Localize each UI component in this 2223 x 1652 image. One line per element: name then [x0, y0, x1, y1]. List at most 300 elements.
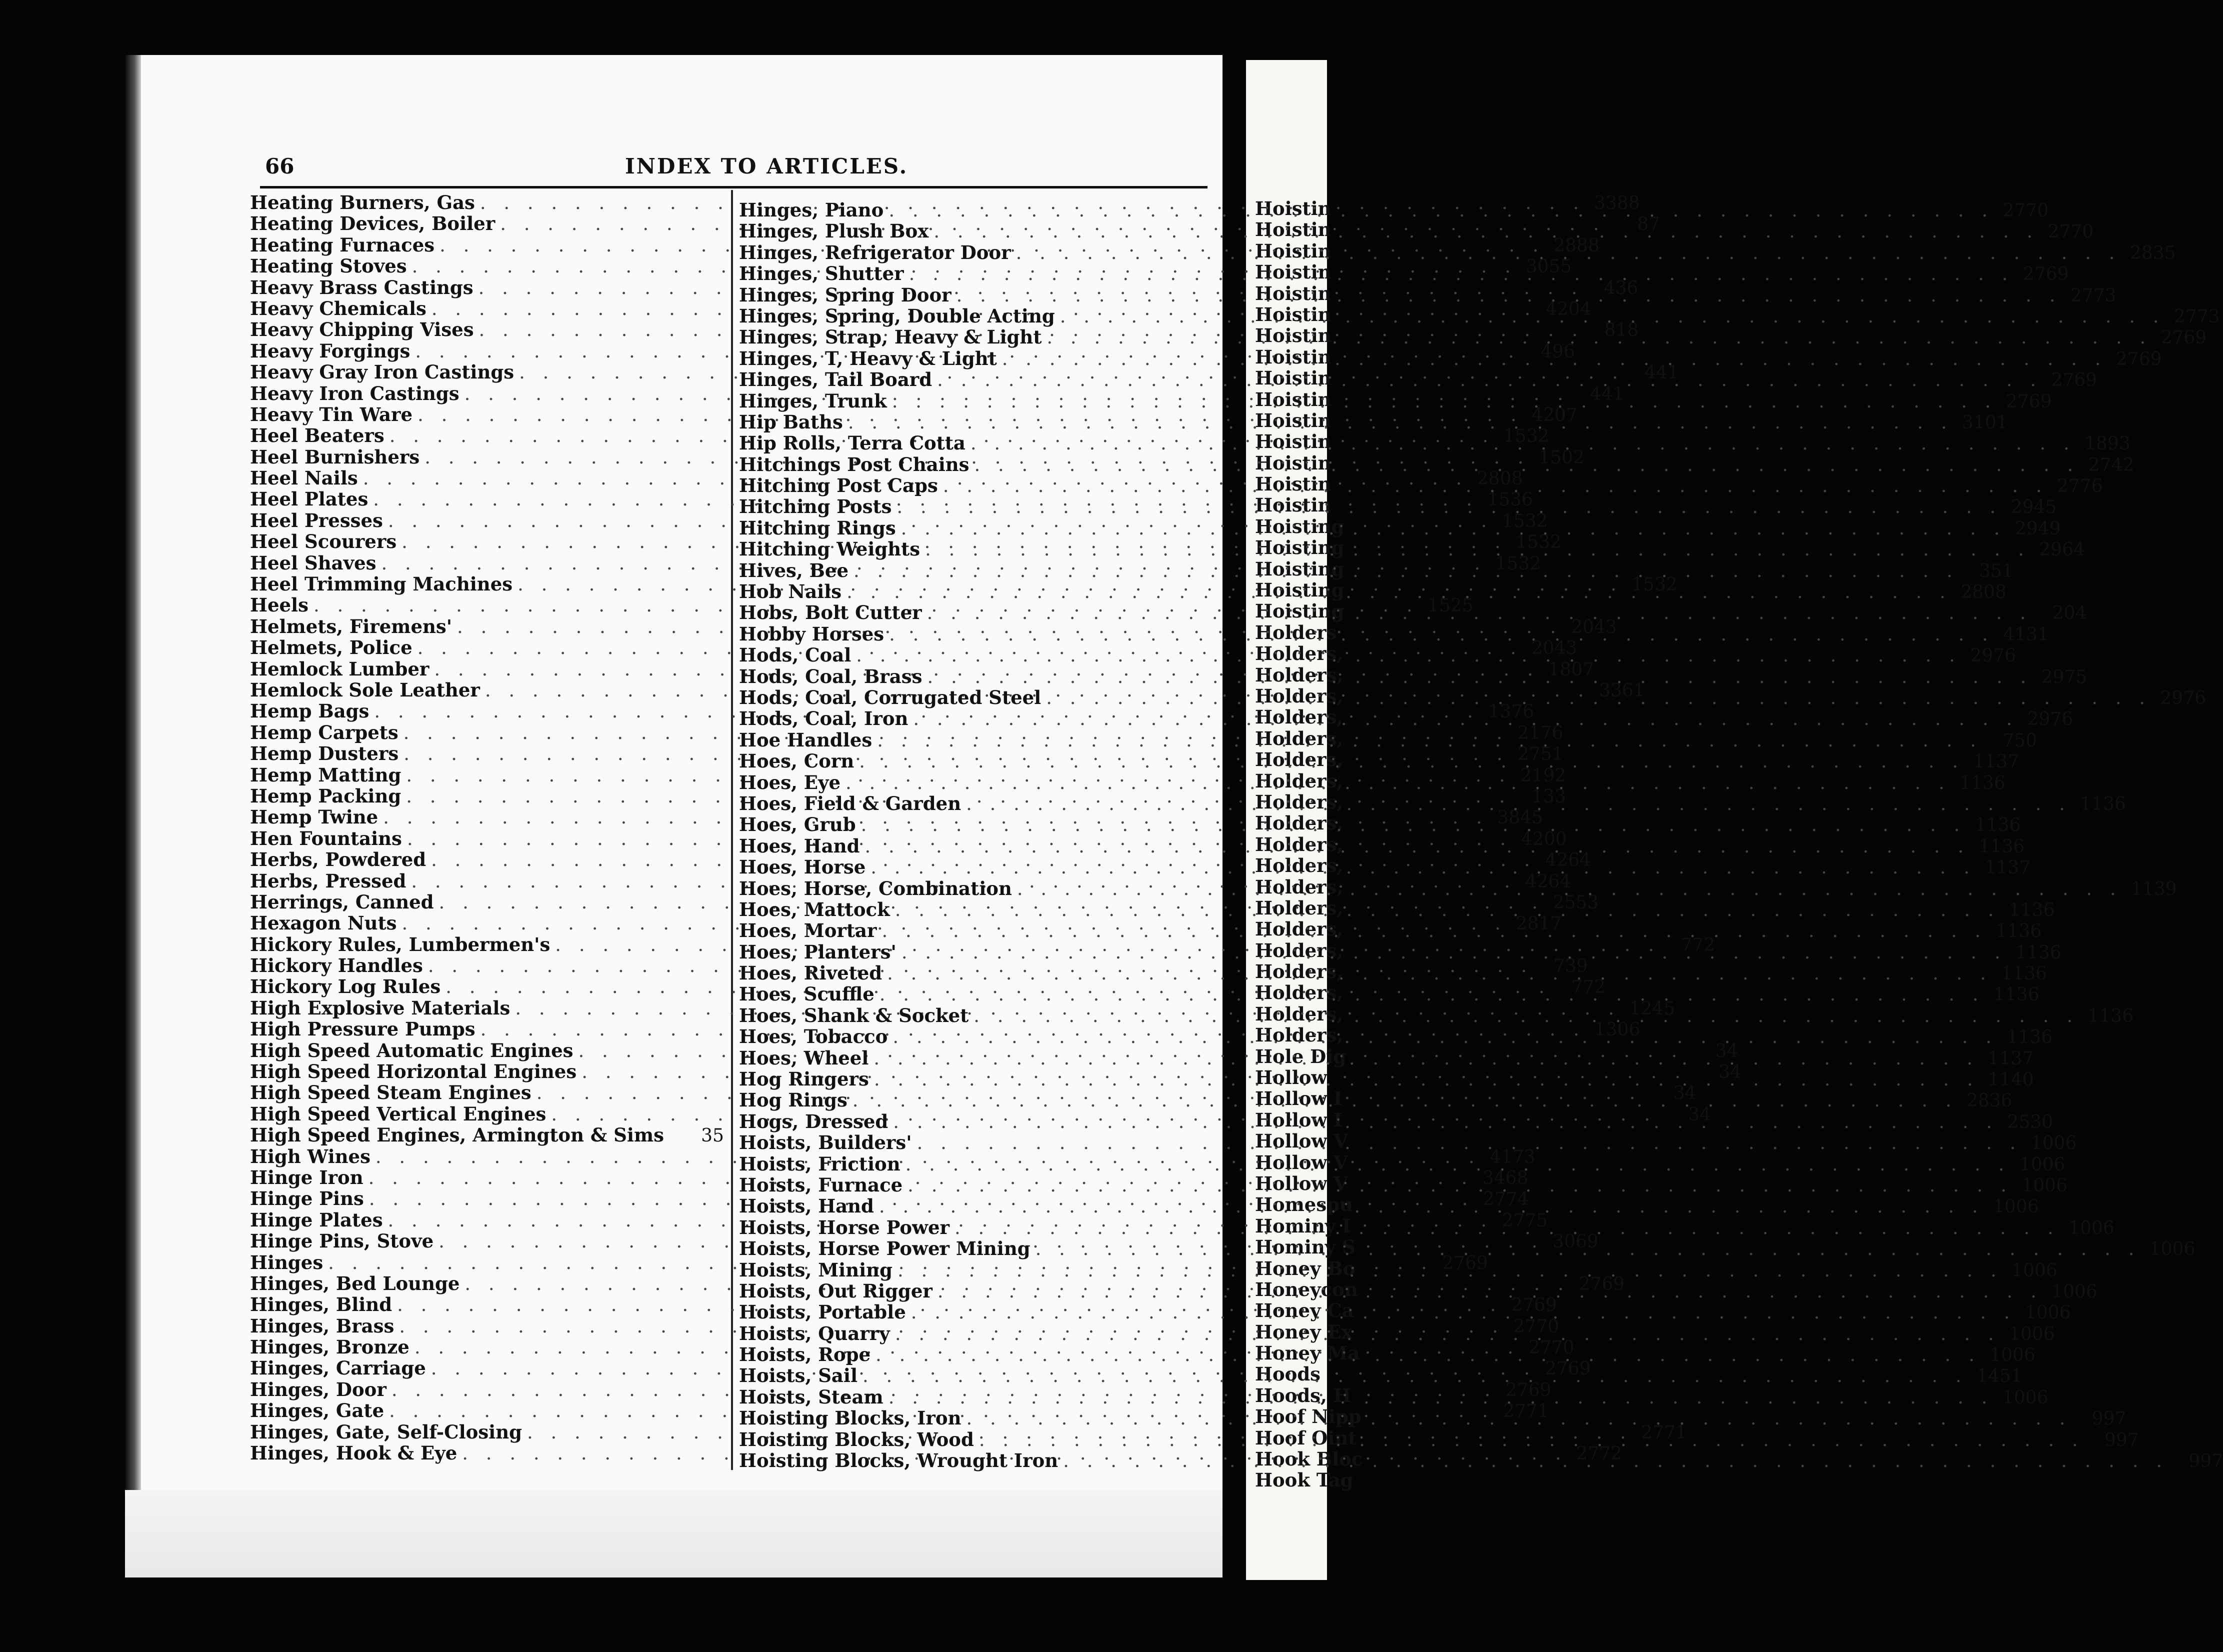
dot-leader	[879, 1196, 1984, 1217]
entry-page-number: 2769	[1578, 1274, 1625, 1294]
dot-leader	[892, 390, 1997, 412]
facing-page-entry: Holders,	[1255, 896, 1344, 919]
dot-leader	[908, 1174, 2012, 1196]
entry-term: Hemp Twine	[250, 806, 378, 828]
facing-page-entry: Hoistin	[1255, 409, 1332, 432]
entry-term: Heel Plates	[250, 488, 368, 510]
facing-page-entry: Hoisting	[1255, 558, 1344, 580]
dot-leader	[954, 1214, 2060, 1238]
entry-term: Hemp Packing	[250, 784, 402, 807]
entry-page-number: 2769	[2051, 370, 2097, 391]
entry-term: Hoes, Horse, Combination	[739, 877, 1012, 900]
dot-leader	[876, 1344, 1980, 1366]
dot-leader	[1046, 326, 2152, 348]
facing-page-entry: Hook Tag	[1255, 1469, 1354, 1492]
entry-page-number: 1006	[1990, 1345, 2036, 1366]
entry-term: Hoes, Planters'	[739, 940, 896, 963]
dot-leader	[966, 1408, 2071, 1429]
entry-page-number: 3101	[1962, 412, 2008, 433]
entry-page-number: 1006	[2012, 1260, 2058, 1281]
dot-leader	[877, 727, 1982, 751]
entry-page-number: 4264	[1525, 871, 1572, 892]
entry-term: Hinges, Carriage	[250, 1357, 426, 1380]
entry-term: Hickory Log Rules	[250, 976, 441, 998]
facing-page-entry: Holders,	[1255, 664, 1344, 686]
entry-page-number: 1136	[1960, 772, 2006, 794]
facing-page-entry: Holders,	[1255, 854, 1344, 877]
dot-leader	[887, 962, 1992, 984]
entry-term: Hinges, Bronze	[250, 1336, 410, 1358]
dot-leader	[846, 772, 1950, 794]
entry-term: Hitching Posts	[739, 496, 892, 518]
running-title: INDEX TO ARTICLES.	[625, 154, 908, 178]
entry-term: Helmets, Firemens'	[250, 615, 452, 638]
entry-term: Hinges, Brass	[250, 1314, 394, 1337]
entry-term: Hogs, Dressed	[739, 1110, 888, 1132]
entry-page-number: 1006	[2149, 1239, 2196, 1260]
entry-page-number: 3388	[1594, 193, 1640, 214]
entry-term: Heating Devices, Boiler	[250, 212, 496, 235]
facing-page-entry: Honey Ca	[1255, 1300, 1354, 1322]
facing-page-entry: Hollow V	[1255, 1130, 1348, 1152]
entry-page-number: 34	[1688, 1104, 1712, 1125]
entry-term: Hip Baths	[739, 410, 843, 433]
entry-term: Heavy Forgings	[250, 340, 410, 362]
entry-term: Heel Trimming Machines	[250, 573, 513, 596]
facing-page-entry: Hoisting	[1255, 600, 1344, 622]
entry-page-number: 1502	[1538, 447, 1584, 468]
entry-term: Hoes, Wheel	[739, 1046, 869, 1069]
entry-term: Hickory Handles	[250, 954, 423, 977]
entry-term: Hoes, Hand	[739, 834, 860, 857]
facing-page-entry: Hoof Nipp	[1255, 1406, 1362, 1428]
entry-term: Hoes, Scuffle	[739, 983, 874, 1006]
entry-page-number: 2742	[2088, 454, 2134, 476]
entry-page-number: 4200	[1521, 828, 1567, 850]
dot-leader	[862, 1365, 1968, 1386]
entry-term: Hoes, Corn	[739, 750, 854, 772]
entry-page-number: 2817	[1516, 914, 1562, 934]
dot-leader	[917, 1132, 2022, 1154]
entry-term: Hoe Handles	[739, 728, 872, 751]
dot-leader	[864, 833, 1970, 857]
entry-term: Hen Fountains	[250, 827, 402, 850]
facing-page-entry: Hoods, H	[1255, 1384, 1351, 1406]
entry-term: Hoes, Riveted	[739, 962, 882, 984]
entry-page-number: 772	[1571, 977, 1606, 998]
entry-term: Hemp Bags	[250, 700, 370, 722]
entry-term: High Speed Horizontal Engines	[250, 1060, 577, 1083]
dot-leader	[1046, 684, 2151, 708]
entry-page-number: 1006	[1993, 1196, 2039, 1218]
dot-leader	[852, 1090, 1958, 1111]
facing-page-entry: Hoistin	[1255, 261, 1332, 284]
entry-page-number: 1451	[1976, 1366, 2022, 1387]
entry-page-number: 1136	[2088, 1006, 2134, 1026]
dot-leader	[909, 263, 2014, 284]
dot-leader	[927, 666, 2032, 688]
entry-page-number: 2770	[1528, 1338, 1574, 1358]
entry-term: Hinges, Spring, Double Acting	[739, 304, 1055, 327]
dot-leader	[893, 1108, 1998, 1132]
dot-leader	[1017, 878, 2122, 900]
facing-page-entry: Hoistin	[1255, 198, 1332, 220]
entry-page-number: 2043	[1571, 616, 1617, 638]
dot-leader	[892, 1026, 1998, 1048]
entry-page-number: 1139	[2131, 878, 2177, 900]
entry-term: Hoisting Blocks, Wood	[739, 1428, 974, 1450]
entry-term: Hives, Bee	[739, 559, 849, 582]
entry-term: Hemp Matting	[250, 764, 402, 786]
entry-term: Heels	[250, 594, 308, 616]
entry-page-number: 2808	[1960, 582, 2006, 603]
dot-leader	[898, 1257, 2002, 1281]
dot-leader	[911, 1302, 2016, 1323]
entry-page-number: 2769	[2006, 391, 2052, 412]
dot-leader	[895, 896, 2000, 920]
entry-page-number: 2964	[2039, 540, 2085, 560]
entry-term: Hoists, Horse Power	[739, 1216, 950, 1238]
entry-page-number: 34	[1715, 1040, 1738, 1062]
facing-page-entry: Holders	[1255, 621, 1337, 644]
dot-leader	[859, 750, 1964, 772]
dot-leader	[874, 1068, 1979, 1090]
entry-page-number: 441	[1590, 384, 1624, 404]
entry-page-number: 2975	[2041, 666, 2088, 688]
entry-page-number: 441	[1644, 362, 1679, 384]
entry-term: Hoes, Horse	[739, 856, 866, 878]
facing-page-entry: Hoistin	[1255, 218, 1332, 241]
entry-page-number: 1136	[2015, 942, 2062, 963]
entry-term: Hoes, Grub	[739, 814, 856, 836]
facing-page-entry: Hoistin	[1255, 367, 1332, 390]
facing-page-entry: Holders,	[1255, 833, 1344, 856]
entry-term: High Pressure Pumps	[250, 1018, 476, 1040]
facing-page-entry: Hoistin	[1255, 324, 1332, 347]
dot-leader	[870, 856, 1976, 878]
entry-term: High Explosive Materials	[250, 996, 510, 1019]
entry-term: Hoes, Eye	[739, 771, 841, 794]
entry-page-number: 1006	[2052, 1281, 2098, 1302]
facing-page-entry: Hominy I	[1255, 1214, 1351, 1237]
entry-term: Hoists, Quarry	[739, 1322, 890, 1344]
entry-page-number: 1536	[1487, 490, 1534, 510]
entry-page-number: 1006	[2008, 1324, 2055, 1344]
entry-term: Hexagon Nuts	[250, 912, 397, 934]
entry-page-number: 1137	[1973, 752, 2020, 772]
entry-term: Heel Presses	[250, 509, 383, 532]
entry-term: Hoes, Mortar	[739, 920, 877, 942]
entry-term: Hinges, Gate	[250, 1400, 384, 1422]
entry-term: Hobby Horses	[739, 622, 884, 645]
entry-page-number: 1006	[2024, 1302, 2071, 1324]
entry-page-number: 1136	[1978, 836, 2025, 857]
entry-page-number: 3361	[1599, 680, 1645, 701]
entry-term: Heavy Tin Ware	[250, 403, 413, 426]
entry-page-number: 2835	[2130, 242, 2176, 264]
entry-term: Hoes, Mattock	[739, 898, 890, 920]
entry-page-number: 1532	[1495, 553, 1542, 574]
dot-leader	[888, 200, 1994, 221]
facing-page-entry: Holders,	[1255, 770, 1344, 792]
facing-page-entry: Hoof Oint	[1255, 1426, 1357, 1449]
entry-page-number: 739	[1553, 956, 1588, 977]
entry-term: Hob Nails	[739, 580, 842, 603]
entry-term: Hoists, Out Rigger	[739, 1280, 932, 1302]
dot-leader	[925, 538, 2030, 560]
entry-page-number: 2770	[2002, 200, 2049, 221]
dot-leader	[1063, 1450, 2168, 1472]
entry-page-number: 496	[1540, 341, 1576, 362]
facing-page-entry: Hoistin	[1255, 494, 1332, 516]
facing-page-entry: Hoistin	[1255, 430, 1332, 453]
entry-page-number: 2769	[1506, 1380, 1552, 1400]
entry-term: Hods, Coal, Brass	[739, 665, 922, 688]
entry-term: Helmets, Police	[250, 636, 412, 659]
facing-page-entry: Holders,	[1255, 939, 1344, 962]
entry-page-number: 1532	[1516, 532, 1562, 553]
entry-term: Hemp Carpets	[250, 721, 398, 744]
entry-term: Hitching Post Caps	[739, 474, 938, 497]
entry-term: Hinges, Blind	[250, 1294, 392, 1316]
entry-term: Heavy Chipping Vises	[250, 318, 474, 341]
entry-term: High Wines	[250, 1145, 370, 1168]
entry-term: Hoists, Steam	[739, 1386, 884, 1408]
entry-term: Hoists, Rope	[739, 1344, 871, 1366]
entry-term: Heel Nails	[250, 467, 358, 490]
entry-term: High Speed Automatic Engines	[250, 1039, 574, 1062]
entry-term: Hinges	[250, 1251, 324, 1274]
facing-page-entry: Holders,	[1255, 982, 1344, 1004]
entry-page-number: 2888	[1554, 235, 1600, 256]
entry-term: Heel Shaves	[250, 552, 376, 574]
entry-page-number: 4204	[1546, 298, 1592, 320]
facing-page-entry: Holders,	[1255, 960, 1344, 983]
entry-term: Hog Ringers	[739, 1068, 869, 1090]
entry-term: Hinge Plates	[250, 1208, 383, 1231]
dot-leader	[846, 581, 1952, 602]
entry-term: Hoes, Tobacco	[739, 1026, 888, 1048]
entry-term: Hemlock Sole Leather	[250, 678, 480, 701]
entry-term: Hoes, Shank & Socket	[739, 1004, 969, 1026]
entry-term: High Speed Steam Engines	[250, 1082, 532, 1104]
entry-page-number: 2043	[1531, 638, 1578, 659]
entry-term: Hoists, Friction	[739, 1152, 900, 1175]
entry-term: Hip Rolls, Terra Cotta	[739, 432, 966, 454]
facing-page-entry: Hoods	[1255, 1363, 1321, 1386]
facing-page-entry: Hoisting	[1255, 579, 1344, 602]
entry-term: Hoists, Builders'	[739, 1132, 912, 1154]
page-header	[265, 154, 1205, 184]
entry-page-number: 2769	[1442, 1252, 1488, 1274]
entry-page-number: 818	[1604, 320, 1639, 341]
entry-term: Hoists, Portable	[739, 1301, 906, 1324]
facing-page-entry: Holders,	[1255, 1002, 1344, 1025]
facing-page-entry: Holders,	[1255, 727, 1344, 750]
dot-leader	[882, 920, 1986, 942]
entry-term: Hoists, Hand	[739, 1195, 874, 1218]
entry-term: Hoisting Blocks, Wrought Iron	[739, 1450, 1058, 1472]
entry-page-number: 3055	[1526, 256, 1572, 278]
entry-term: Hinges, Refrigerator Door	[739, 241, 1011, 264]
entry-term: Heating Furnaces	[250, 234, 435, 256]
entry-term: Hinge Iron	[250, 1166, 364, 1188]
entry-term: Heel Burnishers	[250, 446, 420, 468]
entry-term: Hinges, Plush Box	[739, 220, 929, 242]
entry-term: Hinges, T, Heavy & Light	[739, 347, 997, 370]
entry-page-number: 772	[1680, 934, 1716, 956]
entry-page-number: 35	[701, 1126, 724, 1146]
facing-page-entry: Hoistin	[1255, 388, 1332, 410]
entry-term: Hinges, Tail Board	[739, 368, 932, 391]
facing-page-entry: Holders,	[1255, 1024, 1344, 1046]
facing-page-entry: Holders,	[1255, 748, 1344, 771]
entry-page-number: 2775	[1502, 1210, 1548, 1231]
entry-page-number: 2176	[1517, 722, 1564, 744]
entry-page-number: 2808	[1476, 468, 1523, 490]
entry-term: Heavy Iron Castings	[250, 382, 460, 404]
entry-page-number: 204	[2052, 603, 2087, 624]
facing-page-entry: Hoistin	[1255, 452, 1332, 474]
entry-term: Hickory Rules, Lumbermen's	[250, 933, 550, 956]
entry-page-number: 133	[1532, 786, 1566, 807]
entry-term: Heating Burners, Gas	[250, 192, 475, 214]
facing-page-entry: Honey Bo	[1255, 1257, 1356, 1280]
entry-page-number: 2976	[2027, 709, 2074, 730]
facing-page-entry: Hook Bloc	[1255, 1448, 1363, 1470]
dot-leader	[966, 790, 2071, 814]
entry-term: Hinges, Shutter	[739, 262, 904, 285]
entry-term: Hoes, Field & Garden	[739, 792, 962, 814]
facing-page-entry: Holders,	[1255, 642, 1344, 665]
entry-term: Herbs, Powdered	[250, 848, 426, 871]
entry-page-number: 997	[2092, 1408, 2126, 1430]
facing-page-entry: Holders,	[1255, 790, 1344, 813]
entry-page-number: 1006	[2019, 1154, 2066, 1175]
entry-page-number: 997	[2104, 1430, 2139, 1450]
entry-term: Hinge Pins, Stove	[250, 1230, 434, 1252]
dot-leader	[1036, 1238, 2140, 1260]
facing-page-entry: Hoistin	[1255, 473, 1332, 496]
dot-leader	[956, 284, 2062, 306]
entry-term: Heating Stoves	[250, 255, 407, 278]
entry-term: Hinges, Door	[250, 1378, 386, 1400]
entry-term: Hoists, Mining	[739, 1258, 892, 1281]
dot-leader	[861, 814, 1966, 836]
entry-page-number: 2976	[1970, 646, 2016, 666]
facing-page-entry: Holders,	[1255, 918, 1344, 940]
entry-term: High Speed Engines, Armington & Sims	[250, 1124, 664, 1146]
facing-page-entry: Honeycon	[1255, 1278, 1358, 1300]
facing-page-entry: Hollow V	[1255, 1172, 1348, 1194]
entry-page-number: 1136	[2008, 900, 2055, 920]
entry-term: Hemlock Lumber	[250, 658, 430, 680]
entry-page-number: 2530	[2007, 1112, 2054, 1132]
dot-leader	[880, 984, 1984, 1005]
entry-page-number: 1306	[1594, 1020, 1640, 1040]
entry-term: Heel Beaters	[250, 424, 384, 447]
page-binding-shadow	[125, 55, 141, 1578]
entry-page-number: 2836	[1966, 1090, 2012, 1112]
entry-page-number: 997	[2188, 1451, 2223, 1472]
entry-term: Heavy Brass Castings	[250, 276, 474, 298]
entry-page-number: 3468	[1482, 1168, 1528, 1188]
entry-page-number: 4207	[1532, 404, 1578, 426]
dot-leader	[970, 432, 2076, 454]
entry-page-number: 4264	[1545, 850, 1591, 871]
entry-page-number: 34	[1673, 1083, 1696, 1104]
facing-page-entry: Hoisting	[1255, 515, 1344, 538]
entry-term: Hitchings Post Chains	[739, 453, 970, 476]
entry-term: Hods, Coal, Iron	[739, 708, 908, 730]
entry-term: High Speed Vertical Engines	[250, 1102, 546, 1125]
facing-page-entry: Hollow V	[1255, 1151, 1348, 1174]
entry-page-number: 1136	[1974, 815, 2021, 836]
entry-page-number: 1006	[2030, 1133, 2077, 1154]
facing-page-entry: Hominy S	[1255, 1236, 1356, 1258]
entry-page-number: 2773	[2174, 306, 2220, 327]
entry-page-number: 2769	[2116, 348, 2162, 370]
entry-page-number: 2945	[2010, 497, 2057, 518]
entry-page-number: 1245	[1629, 998, 1676, 1019]
dot-leader	[874, 1045, 1978, 1069]
entry-term: Hoists, Sail	[739, 1364, 858, 1387]
entry-page-number: 1893	[2084, 434, 2130, 454]
dot-leader	[943, 475, 2048, 496]
entry-page-number: 2772	[1576, 1444, 1622, 1464]
entry-term: Hitching Weights	[739, 538, 920, 560]
dot-leader	[913, 708, 2018, 730]
entry-term: Hoisting Blocks, Iron	[739, 1407, 962, 1430]
entry-page-number: 1532	[1502, 510, 1548, 532]
facing-page-entry: Hoistin	[1255, 240, 1332, 262]
dot-leader	[927, 602, 2032, 624]
entry-term: Hinges, Piano	[739, 199, 884, 221]
entry-page-number: 4173	[1490, 1146, 1536, 1168]
dot-leader	[895, 1320, 2000, 1344]
entry-page-number: 1006	[2002, 1387, 2048, 1408]
dot-leader	[974, 454, 2080, 476]
entry-term: Hods, Coal	[739, 644, 852, 666]
header-rule	[260, 186, 1208, 188]
dot-leader	[938, 1280, 2042, 1302]
facing-page-entry: Homespu	[1255, 1194, 1353, 1216]
facing-page-entry: Honey Ex	[1255, 1320, 1352, 1343]
entry-page-number: 2769	[2160, 328, 2207, 348]
dot-leader	[1016, 242, 2121, 264]
entry-page-number: 2771	[1641, 1422, 1687, 1443]
dot-leader	[934, 220, 2038, 242]
facing-page-entry: Hoistin	[1255, 303, 1332, 326]
entry-page-number: 2769	[1544, 1358, 1591, 1380]
entry-page-number: 1807	[1548, 659, 1594, 680]
entry-term: Hoists, Furnace	[739, 1174, 903, 1196]
entry-term: Hinges, Spring Door	[739, 284, 952, 306]
facing-page-entry: Holders,	[1255, 706, 1344, 728]
entry-term: Hog Rings	[739, 1089, 848, 1112]
entry-page-number: 2553	[1552, 892, 1599, 913]
entry-page-number: 3069	[1552, 1232, 1598, 1252]
dot-leader	[974, 1002, 2078, 1026]
entry-term: Hinges, Hook & Eye	[250, 1442, 458, 1464]
entry-page-number: 4131	[2003, 624, 2049, 645]
dot-leader	[1060, 303, 2165, 327]
dot-leader	[901, 515, 2006, 539]
entry-page-number: 1006	[2022, 1175, 2068, 1196]
facing-page-entry: Hole Dig	[1255, 1045, 1346, 1068]
entry-term: Heel Scourers	[250, 530, 397, 553]
entry-term: Hobs, Bolt Cutter	[739, 602, 922, 624]
